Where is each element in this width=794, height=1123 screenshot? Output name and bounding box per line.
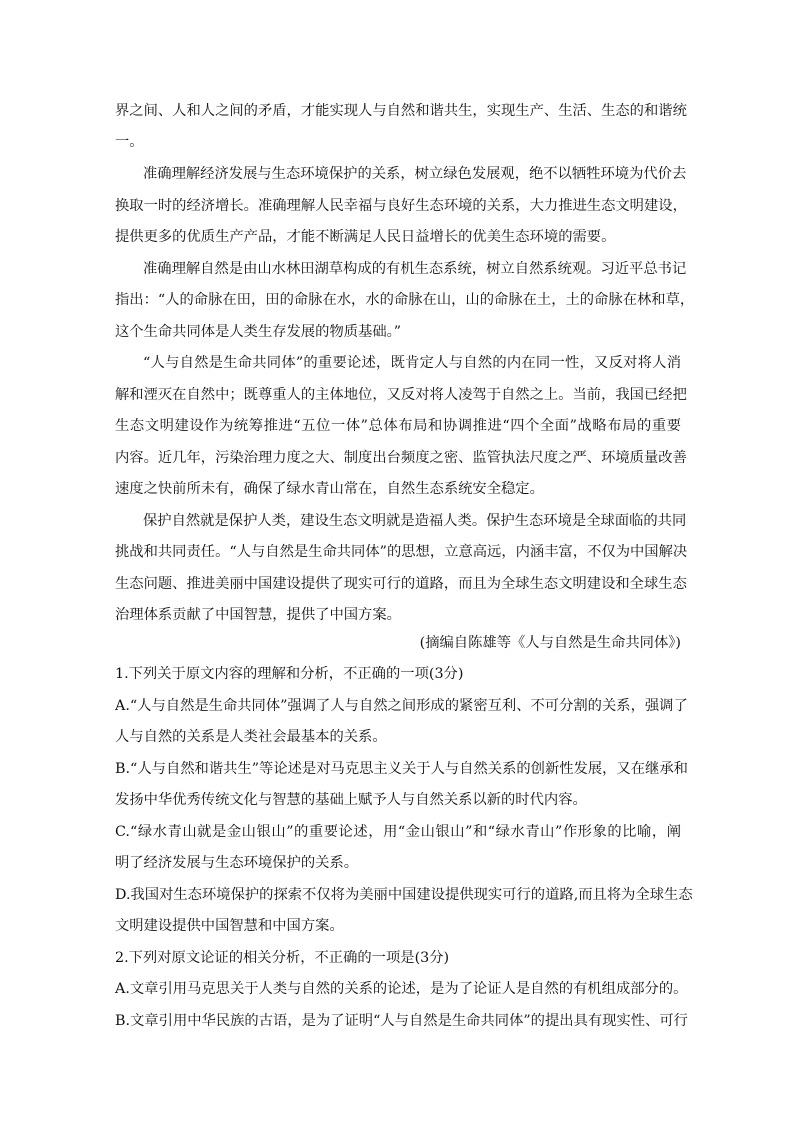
question-2-option-a: A.文章引用马克思关于人类与自然的关系的论述，是为了论证人是自然的有机组成部分的。	[115, 981, 688, 997]
question-1-option-d-cont: 文明建设提供中国智慧和中国方案。	[115, 918, 344, 934]
passage-line: 指出：“人的命脉在田，田的命脉在水，水的命脉在山，山的命脉在土，土的命脉在林和草，	[115, 292, 695, 308]
question-1-option-d: D.我国对生态环境保护的探索不仅将为美丽中国建设提供现实可行的道路,而且将为全球生态	[115, 887, 693, 903]
passage-line: 一。	[115, 134, 144, 150]
question-1-option-a-cont: 人与自然的关系是人类社会最基本的关系。	[115, 729, 387, 745]
passage-line: 换取一时的经济增长。准确理解人民幸福与良好生态环境的关系，大力推进生态文明建设，	[115, 198, 687, 214]
question-1-option-a: A.“人与自然是生命共同体”强调了人与自然之间形成的紧密互利、不可分割的关系，强调了	[115, 698, 688, 714]
passage-line: 治理体系贡献了中国智慧，提供了中国方案。	[115, 607, 401, 623]
passage-line: 生态问题、推进美丽中国建设提供了现实可行的道路，而且为全球生态文明建设和全球生态	[115, 576, 687, 592]
passage-paragraph-start: 准确理解自然是由山水林田湖草构成的有机生态系统，树立自然系统观。习近平总书记	[143, 261, 687, 277]
passage-line: 速度之快前所未有，确保了绿水青山常在，自然生态系统安全稳定。	[115, 481, 544, 497]
passage-line: 提供更多的优质生产产品，才能不断满足人民日益增长的优美生态环境的需要。	[115, 229, 616, 245]
question-1-option-c-cont: 明了经济发展与生态环境保护的关系。	[115, 855, 359, 871]
passage-line: 挑战和共同责任。“人与自然是生命共同体”的思想，立意高远，内涵丰富，不仅为中国解决	[115, 544, 688, 560]
passage-line: 这个生命共同体是人类生存发展的物质基础。”	[115, 324, 402, 340]
passage-line: 生态文明建设作为统筹推进“五位一体”总体布局和协调推进“四个全面”战略布局的重要	[115, 418, 681, 434]
passage-line: 界之间、人和人之间的矛盾，才能实现人与自然和谐共生，实现生产、生活、生态的和谐统	[115, 103, 687, 119]
passage-paragraph-start: 准确理解经济发展与生态环境保护的关系，树立绿色发展观，绝不以牺牲环境为代价去	[143, 166, 687, 182]
question-1-stem: 1.下列关于原文内容的理解和分析，不正确的一项(3分)	[115, 666, 464, 682]
question-2-stem: 2.下列对原文论证的相关分析，不正确的一项是(3分)	[115, 950, 450, 966]
passage-source: (摘编自陈雄等《人与自然是生命共同体》)	[419, 635, 681, 651]
question-1-option-b-cont: 发扬中华优秀传统文化与智慧的基础上赋予人与自然关系以新的时代内容。	[115, 792, 587, 808]
passage-line: 解和湮灭在自然中；既尊重人的主体地位，又反对将人凌驾于自然之上。当前，我国已经把	[115, 387, 687, 403]
question-1-option-b: B.“人与自然和谐共生”等论述是对马克思主义关于人与自然关系的创新性发展，又在继承和	[115, 761, 688, 777]
passage-line: 内容。近几年，污染治理力度之大、制度出台频度之密、监管执法尺度之严、环境质量改善	[115, 450, 687, 466]
question-2-option-b: B.文章引用中华民族的古语，是为了证明“人与自然是生命共同体”的提出具有现实性、可行	[115, 1013, 688, 1029]
passage-paragraph-start: 保护自然就是保护人类，建设生态文明就是造福人类。保护生态环境是全球面临的共同	[143, 513, 687, 529]
question-1-option-c: C.“绿水青山就是金山银山”的重要论述，用“金山银山”和“绿水青山”作形象的比喻，阐	[115, 824, 681, 840]
passage-paragraph-start: “人与自然是生命共同体”的重要论述，既肯定人与自然的内在同一性，又反对将人消	[143, 355, 681, 371]
